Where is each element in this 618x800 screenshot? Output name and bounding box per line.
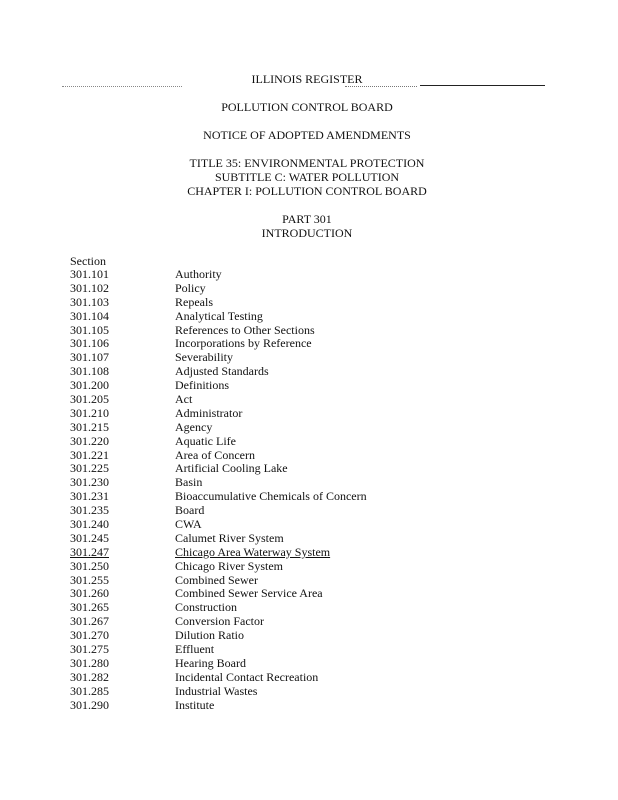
section-number: 301.255 [70, 572, 109, 587]
section-number: 301.230 [70, 475, 109, 490]
section-title: Basin [175, 475, 203, 490]
section-column-heading: Section [70, 254, 106, 268]
section-title: Dilution Ratio [175, 628, 244, 643]
section-title: References to Other Sections [175, 322, 315, 337]
section-number: 301.275 [70, 642, 109, 657]
section-number: 301.265 [70, 600, 109, 615]
section-number: 301.221 [70, 447, 109, 462]
section-title: Incidental Contact Recreation [175, 669, 319, 684]
section-title: Combined Sewer [175, 572, 258, 587]
section-number: 301.210 [70, 405, 109, 420]
section-title: Calumet River System [175, 530, 284, 545]
section-number: 301.231 [70, 489, 109, 504]
section-title: Repeals [175, 294, 213, 309]
section-number: 301.102 [70, 280, 109, 295]
register-title: ILLINOIS REGISTER [251, 72, 363, 86]
section-title: Act [175, 392, 193, 407]
section-number: 301.280 [70, 655, 109, 670]
title-line: TITLE 35: ENVIRONMENTAL PROTECTION [189, 156, 425, 170]
board-name: POLLUTION CONTROL BOARD [221, 100, 393, 114]
section-number: 301.106 [70, 336, 109, 351]
section-number: 301.104 [70, 308, 109, 323]
section-number: 301.200 [70, 378, 109, 393]
section-number: 301.282 [70, 669, 109, 684]
section-number: 301.220 [70, 433, 109, 448]
section-number: 301.245 [70, 530, 109, 545]
section-title: Incorporations by Reference [175, 336, 312, 351]
header-rule-left [62, 86, 182, 87]
section-title: Conversion Factor [175, 614, 264, 629]
section-number: 301.205 [70, 392, 109, 407]
section-number: 301.215 [70, 419, 109, 434]
section-number: 301.103 [70, 294, 109, 309]
section-title: Adjusted Standards [175, 364, 269, 379]
section-title: Definitions [175, 378, 229, 393]
section-title: Authority [175, 267, 222, 281]
part-number: PART 301 [282, 212, 332, 226]
notice-title: NOTICE OF ADOPTED AMENDMENTS [203, 128, 411, 142]
section-title: Effluent [175, 642, 215, 657]
section-number: 301.225 [70, 461, 109, 476]
section-number: 301.290 [70, 697, 109, 712]
part-name: INTRODUCTION [261, 226, 353, 240]
section-title: Analytical Testing [175, 308, 263, 323]
section-title: Industrial Wastes [175, 683, 258, 698]
section-number: 301.267 [70, 614, 109, 629]
section-title: Combined Sewer Service Area [175, 586, 323, 601]
section-title: Policy [175, 280, 206, 295]
section-number: 301.108 [70, 364, 109, 379]
section-number: 301.270 [70, 628, 109, 643]
section-title: Area of Concern [175, 447, 255, 462]
header-rule-right-dotted [345, 86, 417, 87]
chapter-line: CHAPTER I: POLLUTION CONTROL BOARD [187, 184, 427, 198]
section-title: Aquatic Life [175, 433, 236, 448]
subtitle-line: SUBTITLE C: WATER POLLUTION [214, 170, 400, 184]
section-number: 301.235 [70, 503, 109, 518]
section-number: 301.285 [70, 683, 109, 698]
section-title: Administrator [175, 405, 243, 420]
section-title: Severability [175, 350, 233, 365]
section-title: Artificial Cooling Lake [175, 461, 288, 476]
section-title: Chicago River System [175, 558, 283, 573]
section-number: 301.260 [70, 586, 109, 601]
section-title: Institute [175, 697, 215, 712]
section-title: Hearing Board [175, 655, 246, 670]
section-number: 301.250 [70, 558, 109, 573]
section-title: Chicago Area Waterway System [175, 544, 331, 559]
section-number: 301.101 [70, 267, 109, 281]
section-number: 301.240 [70, 517, 109, 532]
section-title: Construction [175, 600, 237, 615]
section-number: 301.107 [70, 350, 109, 365]
section-number: 301.247 [70, 544, 109, 559]
section-title: Agency [175, 419, 213, 434]
section-number: 301.105 [70, 322, 109, 337]
section-title: CWA [175, 517, 202, 532]
section-title: Board [175, 503, 205, 518]
section-title: Bioaccumulative Chemicals of Concern [175, 489, 367, 504]
